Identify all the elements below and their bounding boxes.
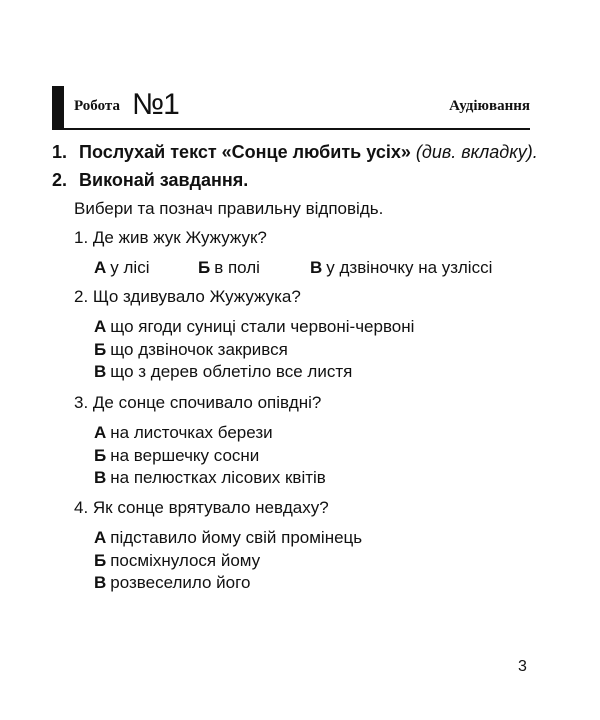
option-text: на листочках берези xyxy=(110,423,273,442)
option-text: у лісі xyxy=(110,258,150,277)
work-number: №1 xyxy=(132,88,179,121)
work-label: Робота xyxy=(74,98,120,114)
option-text: що дзвіночок закрився xyxy=(110,340,288,359)
question-3-option-b[interactable] xyxy=(94,446,259,466)
question-2-option-c[interactable] xyxy=(94,362,352,382)
task-2-text: Виконай завдання. xyxy=(79,170,249,190)
question-4-option-c[interactable] xyxy=(94,573,250,593)
option-letter: Б xyxy=(94,340,107,359)
section-title: Аудіювання xyxy=(449,98,530,114)
option-letter: В xyxy=(310,258,323,277)
header-bar xyxy=(52,86,64,130)
task-2-number: 2. xyxy=(52,170,68,190)
question-1-option-b[interactable] xyxy=(198,258,260,278)
task-1-number: 1. xyxy=(52,142,68,162)
option-text: посміхнулося йому xyxy=(110,551,261,570)
task-1-text: Послухай текст «Сонце любить усіх» xyxy=(79,142,411,162)
task-2 xyxy=(52,170,248,191)
option-letter: В xyxy=(94,573,107,592)
instruction: Вибери та познач правильну відповідь. xyxy=(74,199,384,218)
question-4-option-b[interactable] xyxy=(94,551,260,571)
option-letter: А xyxy=(94,528,107,547)
question-4: 4. Як сонце врятувало невдаху? xyxy=(74,498,329,517)
page-number: 3 xyxy=(518,658,527,675)
task-1 xyxy=(52,142,538,163)
option-letter: В xyxy=(94,362,107,381)
option-text: на пелюстках лісових квітів xyxy=(110,468,326,487)
option-text: на вершечку сосни xyxy=(110,446,260,465)
option-text: підставило йому свій промінець xyxy=(110,528,363,547)
option-text: в полі xyxy=(214,258,260,277)
option-text: у дзвіночку на узліссі xyxy=(326,258,493,277)
option-letter: А xyxy=(94,258,107,277)
question-3-option-c[interactable] xyxy=(94,468,326,488)
option-letter: Б xyxy=(94,551,107,570)
option-text: розвеселило його xyxy=(110,573,251,592)
option-letter: Б xyxy=(198,258,211,277)
option-letter: А xyxy=(94,317,107,336)
option-letter: В xyxy=(94,468,107,487)
question-2-option-a[interactable] xyxy=(94,317,414,337)
question-1-option-a[interactable] xyxy=(94,258,149,278)
question-2: 2. Що здивувало Жужужука? xyxy=(74,287,301,306)
option-text: що ягоди суниці стали червоні-червоні xyxy=(110,317,415,336)
question-2-option-b[interactable] xyxy=(94,340,288,360)
header-rule xyxy=(64,128,530,130)
page-header xyxy=(52,86,530,130)
question-1: 1. Де жив жук Жужужук? xyxy=(74,228,267,247)
question-1-option-c[interactable] xyxy=(310,258,492,278)
option-letter: Б xyxy=(94,446,107,465)
option-letter: А xyxy=(94,423,107,442)
question-4-option-a[interactable] xyxy=(94,528,362,548)
question-3-option-a[interactable] xyxy=(94,423,273,443)
question-3: 3. Де сонце спочивало опівдні? xyxy=(74,393,322,412)
option-text: що з дерев облетіло все листя xyxy=(110,362,353,381)
task-1-note: (див. вкладку). xyxy=(415,142,538,162)
